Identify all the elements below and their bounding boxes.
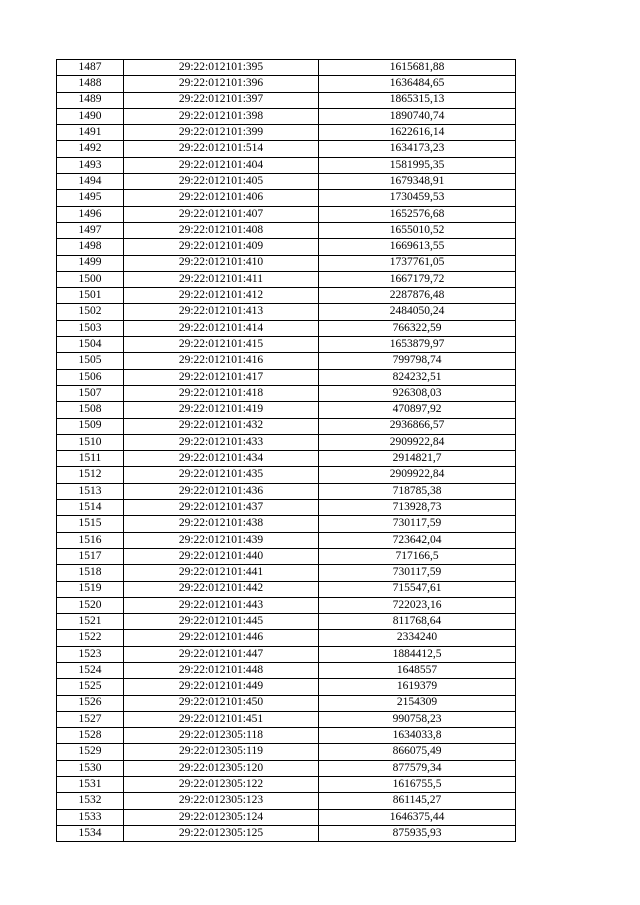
cadastral-number-cell: 29:22:012101:514 [124,141,319,157]
row-number-cell: 1526 [57,695,124,711]
value-cell: 2484050,24 [319,304,516,320]
row-number-cell: 1510 [57,434,124,450]
table-row [57,92,516,108]
table-row [57,353,516,369]
value-cell: 861145,27 [319,793,516,809]
row-number-cell: 1521 [57,614,124,630]
table-row [57,695,516,711]
table-row [57,125,516,141]
cadastral-number-cell: 29:22:012101:449 [124,679,319,695]
row-number-cell: 1502 [57,304,124,320]
value-cell: 723642,04 [319,532,516,548]
cadastral-number-cell: 29:22:012101:438 [124,516,319,532]
table-body [57,60,516,842]
row-number-cell: 1529 [57,744,124,760]
value-cell: 1619379 [319,679,516,695]
value-cell: 2909922,84 [319,434,516,450]
value-cell: 1679348,91 [319,174,516,190]
table-row [57,662,516,678]
value-cell: 1667179,72 [319,271,516,287]
table-row [57,597,516,613]
cadastral-number-cell: 29:22:012101:406 [124,190,319,206]
row-number-cell: 1501 [57,288,124,304]
cadastral-number-cell: 29:22:012101:397 [124,92,319,108]
table-row [57,825,516,841]
cadastral-number-cell: 29:22:012305:123 [124,793,319,809]
table-row [57,614,516,630]
value-cell: 1653879,97 [319,337,516,353]
row-number-cell: 1527 [57,711,124,727]
cadastral-number-cell: 29:22:012101:411 [124,271,319,287]
row-number-cell: 1497 [57,222,124,238]
value-cell: 722023,16 [319,597,516,613]
value-cell: 799798,74 [319,353,516,369]
row-number-cell: 1524 [57,662,124,678]
cadastral-number-cell: 29:22:012101:419 [124,402,319,418]
table-row [57,239,516,255]
cadastral-number-cell: 29:22:012101:432 [124,418,319,434]
row-number-cell: 1490 [57,108,124,124]
table-row [57,793,516,809]
value-cell: 1737761,05 [319,255,516,271]
value-cell: 1884412,5 [319,646,516,662]
cadastral-value-table [56,59,516,842]
table-row [57,206,516,222]
cadastral-number-cell: 29:22:012305:119 [124,744,319,760]
value-cell: 1655010,52 [319,222,516,238]
value-cell: 730117,59 [319,516,516,532]
value-cell: 715547,61 [319,581,516,597]
value-cell: 1581995,35 [319,157,516,173]
value-cell: 1890740,74 [319,108,516,124]
row-number-cell: 1499 [57,255,124,271]
row-number-cell: 1516 [57,532,124,548]
value-cell: 1616755,5 [319,777,516,793]
cadastral-number-cell: 29:22:012101:446 [124,630,319,646]
row-number-cell: 1519 [57,581,124,597]
value-cell: 877579,34 [319,760,516,776]
row-number-cell: 1513 [57,483,124,499]
cadastral-number-cell: 29:22:012101:442 [124,581,319,597]
row-number-cell: 1508 [57,402,124,418]
value-cell: 717166,5 [319,548,516,564]
value-cell: 730117,59 [319,565,516,581]
row-number-cell: 1489 [57,92,124,108]
value-cell: 766322,59 [319,320,516,336]
row-number-cell: 1534 [57,825,124,841]
cadastral-number-cell: 29:22:012101:434 [124,451,319,467]
value-cell: 1669613,55 [319,239,516,255]
cadastral-number-cell: 29:22:012101:404 [124,157,319,173]
table-row [57,418,516,434]
row-number-cell: 1496 [57,206,124,222]
cadastral-number-cell: 29:22:012101:409 [124,239,319,255]
table-row [57,76,516,92]
table-row [57,630,516,646]
cadastral-number-cell: 29:22:012101:433 [124,434,319,450]
value-cell: 824232,51 [319,369,516,385]
row-number-cell: 1522 [57,630,124,646]
row-number-cell: 1500 [57,271,124,287]
cadastral-number-cell: 29:22:012101:413 [124,304,319,320]
table-row [57,174,516,190]
cadastral-number-cell: 29:22:012305:118 [124,728,319,744]
cadastral-number-cell: 29:22:012101:445 [124,614,319,630]
row-number-cell: 1511 [57,451,124,467]
table-row [57,60,516,76]
table-row [57,320,516,336]
row-number-cell: 1495 [57,190,124,206]
row-number-cell: 1520 [57,597,124,613]
value-cell: 2334240 [319,630,516,646]
table-row [57,157,516,173]
cadastral-number-cell: 29:22:012101:451 [124,711,319,727]
row-number-cell: 1506 [57,369,124,385]
cadastral-number-cell: 29:22:012101:450 [124,695,319,711]
cadastral-number-cell: 29:22:012101:396 [124,76,319,92]
cadastral-number-cell: 29:22:012101:399 [124,125,319,141]
value-cell: 1652576,68 [319,206,516,222]
value-cell: 1648557 [319,662,516,678]
table-row [57,385,516,401]
row-number-cell: 1514 [57,500,124,516]
table-row [57,516,516,532]
row-number-cell: 1498 [57,239,124,255]
table-row [57,548,516,564]
value-cell: 2936866,57 [319,418,516,434]
row-number-cell: 1530 [57,760,124,776]
table-row [57,402,516,418]
cadastral-number-cell: 29:22:012305:120 [124,760,319,776]
value-cell: 875935,93 [319,825,516,841]
cadastral-number-cell: 29:22:012305:125 [124,825,319,841]
row-number-cell: 1523 [57,646,124,662]
row-number-cell: 1487 [57,60,124,76]
table-row [57,744,516,760]
table-row [57,809,516,825]
table-row [57,288,516,304]
row-number-cell: 1518 [57,565,124,581]
table-row [57,581,516,597]
cadastral-number-cell: 29:22:012101:440 [124,548,319,564]
cadastral-number-cell: 29:22:012101:437 [124,500,319,516]
value-cell: 718785,38 [319,483,516,499]
cadastral-number-cell: 29:22:012101:407 [124,206,319,222]
cadastral-number-cell: 29:22:012101:447 [124,646,319,662]
row-number-cell: 1532 [57,793,124,809]
value-cell: 1730459,53 [319,190,516,206]
table-row [57,728,516,744]
table-row [57,483,516,499]
cadastral-number-cell: 29:22:012101:439 [124,532,319,548]
row-number-cell: 1531 [57,777,124,793]
cadastral-number-cell: 29:22:012101:435 [124,467,319,483]
table-row [57,565,516,581]
row-number-cell: 1505 [57,353,124,369]
row-number-cell: 1525 [57,679,124,695]
row-number-cell: 1493 [57,157,124,173]
cadastral-number-cell: 29:22:012101:418 [124,385,319,401]
cadastral-number-cell: 29:22:012101:441 [124,565,319,581]
row-number-cell: 1492 [57,141,124,157]
table-row [57,304,516,320]
value-cell: 1615681,88 [319,60,516,76]
value-cell: 1865315,13 [319,92,516,108]
value-cell: 1636484,65 [319,76,516,92]
row-number-cell: 1504 [57,337,124,353]
table-row [57,679,516,695]
cadastral-number-cell: 29:22:012101:398 [124,108,319,124]
row-number-cell: 1515 [57,516,124,532]
table-row [57,532,516,548]
cadastral-number-cell: 29:22:012101:448 [124,662,319,678]
cadastral-number-cell: 29:22:012101:395 [124,60,319,76]
table-row [57,500,516,516]
table-row [57,467,516,483]
value-cell: 470897,92 [319,402,516,418]
table-row [57,255,516,271]
cadastral-number-cell: 29:22:012101:415 [124,337,319,353]
table-row [57,777,516,793]
row-number-cell: 1517 [57,548,124,564]
row-number-cell: 1528 [57,728,124,744]
value-cell: 2914821,7 [319,451,516,467]
value-cell: 990758,23 [319,711,516,727]
table-row [57,190,516,206]
table-row [57,434,516,450]
table-row [57,337,516,353]
cadastral-number-cell: 29:22:012101:417 [124,369,319,385]
cadastral-number-cell: 29:22:012101:443 [124,597,319,613]
cadastral-number-cell: 29:22:012101:410 [124,255,319,271]
cadastral-number-cell: 29:22:012101:405 [124,174,319,190]
cadastral-number-cell: 29:22:012101:416 [124,353,319,369]
row-number-cell: 1509 [57,418,124,434]
value-cell: 2287876,48 [319,288,516,304]
value-cell: 713928,73 [319,500,516,516]
row-number-cell: 1512 [57,467,124,483]
row-number-cell: 1503 [57,320,124,336]
row-number-cell: 1488 [57,76,124,92]
table-row [57,711,516,727]
cadastral-number-cell: 29:22:012101:408 [124,222,319,238]
cadastral-number-cell: 29:22:012305:124 [124,809,319,825]
table-row [57,271,516,287]
table-row [57,760,516,776]
row-number-cell: 1494 [57,174,124,190]
table-row [57,108,516,124]
value-cell: 1634173,23 [319,141,516,157]
table-row [57,646,516,662]
value-cell: 926308,03 [319,385,516,401]
value-cell: 2909922,84 [319,467,516,483]
value-cell: 1634033,8 [319,728,516,744]
cadastral-number-cell: 29:22:012101:412 [124,288,319,304]
row-number-cell: 1533 [57,809,124,825]
table-row [57,141,516,157]
table-row [57,222,516,238]
value-cell: 866075,49 [319,744,516,760]
table-row [57,451,516,467]
row-number-cell: 1491 [57,125,124,141]
table-row [57,369,516,385]
value-cell: 1622616,14 [319,125,516,141]
cadastral-number-cell: 29:22:012101:414 [124,320,319,336]
cadastral-number-cell: 29:22:012101:436 [124,483,319,499]
value-cell: 811768,64 [319,614,516,630]
value-cell: 2154309 [319,695,516,711]
cadastral-number-cell: 29:22:012305:122 [124,777,319,793]
value-cell: 1646375,44 [319,809,516,825]
row-number-cell: 1507 [57,385,124,401]
